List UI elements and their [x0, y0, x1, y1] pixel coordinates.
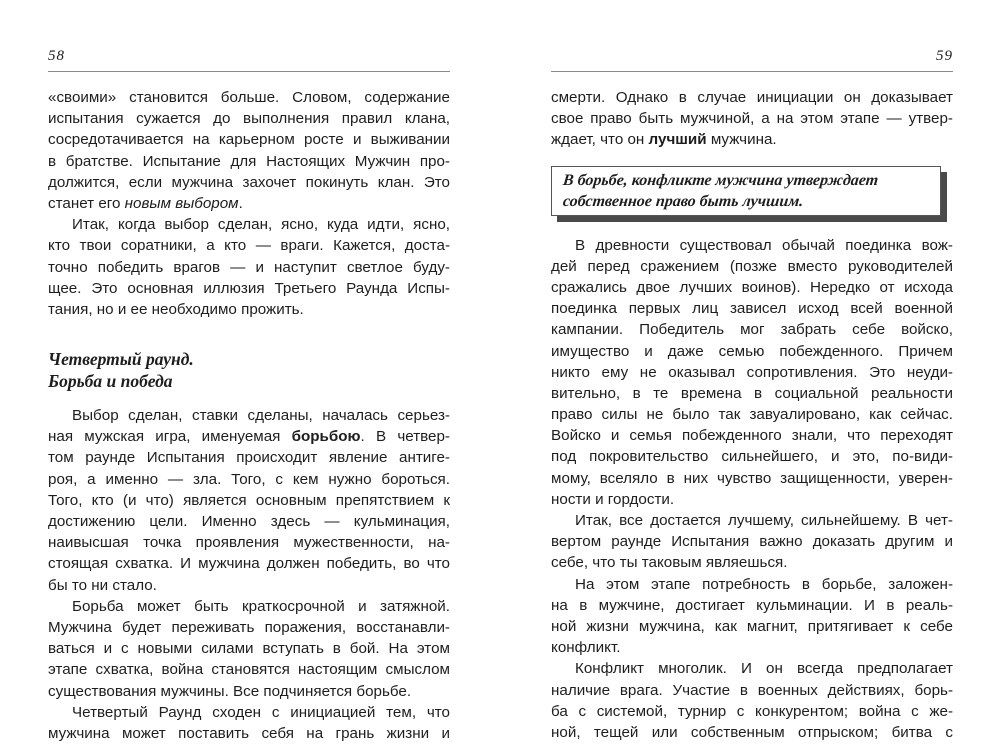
text-line: свое право быть мужчиной, а на этом этапе — утвер-	[551, 110, 953, 128]
text-line: щее. Это основная иллюзия Третьего Раунда Испы-	[48, 279, 450, 297]
text-line: вертом раунде Испытания важно доказать другим и	[551, 533, 953, 551]
text-line: испытания сужается до выполнения правил клана,	[48, 110, 450, 128]
text-line: конфликт.	[551, 639, 621, 657]
text-line: Конфликт многолик. И он всегда предполагает	[575, 660, 953, 678]
text-line: станет его новым выбором.	[48, 194, 243, 212]
text-line: имущество и даже семью побежденного. Причем	[551, 342, 953, 360]
text-line: себе, что ты таковым являешься.	[551, 554, 788, 572]
text-line: ности и гордости.	[551, 490, 675, 508]
text-line: поединка первых лиц зависел исход всей военной	[551, 300, 953, 318]
text-line: Войско и семья побежденного знали, что переходят	[551, 427, 953, 445]
emphasis-new-choice: новым выбором	[124, 194, 239, 212]
text-line: ба с системой, турнир с конкурентом; война с же-	[551, 702, 953, 720]
text-line: должится, если мужчина захочет покинуть клан. Это	[48, 173, 450, 191]
header-rule-right	[551, 71, 953, 72]
text-line: точно победить врагов — и наступит светлое буду-	[48, 258, 450, 276]
text-line: том раунде Испытания происходит явление антиге-	[48, 449, 450, 467]
section-heading: Борьба и победа	[48, 371, 173, 392]
text-line: ждает, что он лучший мужчина.	[551, 131, 777, 149]
text-line: никто ему не оказывал сопротивления. Это неуди-	[551, 363, 953, 381]
callout-line: собственное право быть лучшим.	[562, 192, 805, 210]
text-line: ной жизни мужчина, как магнит, притягивает к себе	[551, 617, 953, 635]
text-line: смерти. Однако в случае инициации он доказывает	[551, 89, 953, 106]
text-line: бы то ни стало.	[48, 576, 157, 594]
text-line: в братстве. Испытание для Настоящих Мужчин про-	[48, 152, 450, 170]
text-line: наличие врага. Участие в военных действиях, борь-	[551, 681, 953, 699]
text-line: Мужчина будет переживать поражения, восстанавли-	[48, 618, 450, 636]
page-number-right: 59	[936, 48, 953, 64]
header-rule-left	[48, 71, 450, 72]
text-line: мому, вселяло в них чувство защищенности, уверен-	[551, 469, 953, 487]
emphasis-best: лучший	[648, 131, 707, 149]
text-line: вительно, в те времена в социальной реальности	[551, 384, 953, 402]
text-line: Итак, все достается лучшему, сильнейшему. В чет-	[575, 512, 953, 529]
highlight-callout	[551, 166, 941, 216]
text-line: кто твои соратники, а кто — враги. Кажется, доста-	[48, 237, 450, 255]
left-page	[48, 0, 450, 742]
text-line: наивысшая точка проявления мужественности, на-	[48, 534, 450, 552]
text-line: «своими» становится больше. Словом, содержание	[48, 89, 450, 106]
callout-line: В борьбе, конфликте мужчина утверждает	[562, 171, 880, 189]
text-line: достижению цели. Именно здесь — кульминация,	[48, 513, 450, 530]
right-page	[551, 0, 953, 741]
text-line: кампании. Победитель мог забрать себе войско,	[551, 321, 953, 339]
emphasis-struggle: борьбою	[291, 428, 361, 446]
text-line: существования мужчины. Все подчиняется борьбе.	[48, 682, 412, 700]
text-line: ваться и с новыми силами вступать в бой. На этом	[48, 640, 450, 658]
text-line: на в мужчине, достигает кульминации. И в реаль-	[551, 596, 953, 614]
text-line: тания, но и ее необходимо прожить.	[48, 300, 304, 318]
text-line: Четвертый Раунд сходен с инициацией тем, что	[72, 703, 450, 721]
text-line: В древности существовал обычай поединка вож-	[575, 236, 953, 254]
text-line: ной, тещей или собственным отпрыском; битва с	[551, 723, 953, 741]
page-number-left: 58	[48, 48, 65, 64]
text-line: Того, кто (и что) является основным препятствием к	[48, 491, 450, 509]
text-line: сражались двое лучших воинов). Нередко от исхода	[551, 278, 953, 296]
text-line: этапе схватка, война становятся настоящим смыслом	[48, 661, 450, 679]
text-line: Борьба может быть краткосрочной и затяжной.	[72, 597, 450, 615]
left-page-text	[48, 87, 450, 744]
text-line: сосредотачивается на карьерном росте и выживании	[48, 131, 450, 149]
text-line: Выбор сделан, ставки сделаны, началась серьез-	[72, 407, 450, 425]
text-line: мужчина может поставить себя на грань жизни и	[48, 724, 450, 742]
text-line: На этом этапе потребность в борьбе, заложен-	[575, 575, 953, 593]
text-line: стоящая схватка. И мужчина должен победить, во что	[48, 555, 450, 573]
text-line: роя, а именно — зла. Того, с кем нужно бороться.	[48, 470, 450, 488]
section-heading: Четвертый раунд.	[48, 349, 194, 370]
text-line: Итак, когда выбор сделан, ясно, куда идти, ясно,	[72, 216, 450, 234]
text-line: право силы не было так завуалировано, как сейчас.	[551, 406, 953, 424]
text-line: под покровительство сильнейшего, и это, по-види-	[551, 448, 953, 466]
text-line: ная мужская игра, именуемая борьбою. В четвер-	[48, 428, 450, 446]
right-page-text	[551, 87, 953, 743]
text-line: дей перед сражением (позже вместо руководителей	[551, 257, 953, 275]
